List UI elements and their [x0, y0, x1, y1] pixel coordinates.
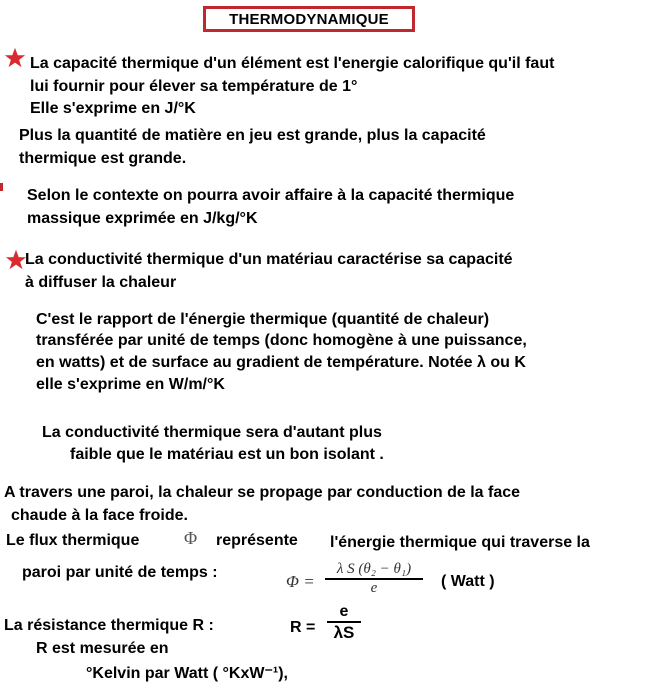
p1-line-2: lui fournir pour élever sa température de 1° — [30, 78, 358, 95]
p4-line-2: à diffuser la chaleur — [25, 274, 177, 291]
p7-line-2: chaude à la face froide. — [11, 507, 188, 524]
resistance-formula-lhs: R = — [290, 619, 316, 636]
red-star-icon — [4, 47, 26, 69]
p7-represente: représente — [216, 532, 298, 549]
p8-line-1: La résistance thermique R : — [4, 617, 214, 634]
p6-line-1: La conductivité thermique sera d'autant plus — [42, 424, 382, 441]
red-star-icon — [5, 249, 27, 271]
p4-line-1: La conductivité thermique d'un matériau caractérise sa capacité — [25, 251, 513, 268]
phi-symbol: Φ — [184, 528, 198, 548]
p5-line-3: en watts) et de surface au gradient de température. Notée λ ou K — [36, 354, 526, 371]
resistance-formula-fraction — [325, 603, 363, 642]
resistance-denominator: λS — [333, 623, 355, 642]
p3-line-1: Selon le contexte on pourra avoir affaire à la capacité thermique — [27, 187, 515, 204]
p5-line-4: elle s'exprime en W/m/°K — [36, 376, 225, 393]
flux-formula-fraction — [324, 561, 424, 597]
p5-line-1: C'est le rapport de l'énergie thermique (quantité de chaleur) — [36, 311, 490, 328]
page-title — [203, 6, 415, 32]
p3-line-2: massique exprimée en J/kg/°K — [27, 210, 258, 227]
p1-line-3: Elle s'exprime en J/°K — [30, 100, 196, 117]
p5-line-2: transférée par unité de temps (donc homogène à une puissance, — [36, 332, 527, 349]
flux-unit: ( Watt ) — [441, 573, 495, 590]
p8-line-2: R est mesurée en — [36, 640, 169, 657]
resistance-numerator: e — [339, 603, 349, 620]
p6-line-2: faible que le matériau est un bon isolant . — [70, 446, 384, 463]
page-title-text: THERMODYNAMIQUE — [229, 10, 389, 28]
p8-line-3: °Kelvin par Watt ( °KxW⁻¹), — [86, 665, 288, 682]
p7-flux-label: Le flux thermique — [6, 532, 140, 549]
p7-line-3-end: l'énergie thermique qui traverse la — [330, 534, 590, 551]
p7-line-1: A travers une paroi, la chaleur se propage par conduction de la face — [4, 484, 521, 501]
flux-formula-lhs: Φ = — [286, 572, 315, 591]
margin-mark — [0, 183, 3, 191]
p7-line-4: paroi par unité de temps : — [22, 564, 218, 581]
p2-line-1: Plus la quantité de matière en jeu est grande, plus la capacité — [19, 127, 486, 144]
flux-formula-numerator: λ S (θ₂ − θ₁) — [336, 561, 412, 577]
flux-formula-denominator: e — [370, 579, 378, 596]
p1-line-1: La capacité thermique d'un élément est l'energie calorifique qu'il faut — [30, 55, 555, 72]
p2-line-2: thermique est grande. — [19, 150, 187, 167]
